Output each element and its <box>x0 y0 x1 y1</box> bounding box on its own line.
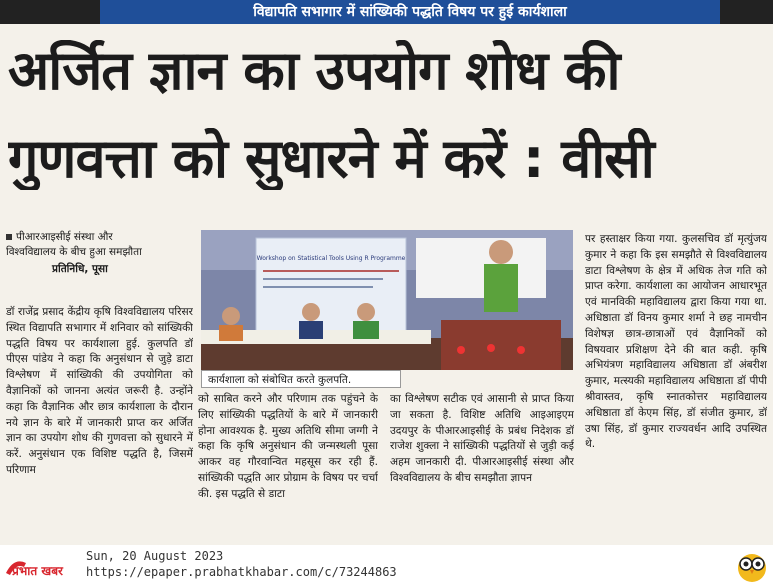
article-column-2 <box>198 392 378 545</box>
sidebar-line-1: पीआरआइसीई संस्था और <box>16 231 113 243</box>
logo-text: प्रभात खबर <box>12 564 63 578</box>
epaper-footer <box>0 545 773 586</box>
headline-line-2: गुणवत्ता को सुधारने में करें : वीसी <box>8 128 654 190</box>
epaper-link[interactable]: https://epaper.prabhatkhabar.com/c/73244863 <box>86 565 397 579</box>
column-3-text: का विश्लेषण सटीक एवं आसानी से प्राप्त किया जा सकता है. विशिष्ट अतिथि आइआइएम उदयपुर के पीआरआइसीई के प्रबंध निदेशक डॉ राजेश शुक्ला ने सांख्यिकी पद्धतियों से जुड़ी कई अहम जानकारी दी. पीआरआइसीई संस्था और विश्वविद्यालय के बीच समझौता ज्ञापन <box>390 393 574 484</box>
section-banner <box>0 0 773 24</box>
event-photo <box>201 230 573 370</box>
article-column-1 <box>6 305 193 545</box>
byline: प्रतिनिधि, पूसा <box>52 263 108 275</box>
sidebar-headline <box>6 230 191 260</box>
column-2-text: को साबित करने और परिणाम तक पहुंचने के लिए सांख्यिकी पद्धतियों के बारे में जानकारी होना आवश्यक है. मुख्य अतिथि सीमा जग्गी ने कहा कि कृषि अनुसंधान की जन्मस्थली पूसा आकर वह गौरवान्वित महसूस कर रही हैं. सांख्यिकी पद्धति आर प्रोग्राम के विषय पर चर्चा की. इस पद्धति से डाटा <box>198 393 378 500</box>
photo-caption: कार्यशाला को संबोधित करते कुलपति. <box>201 370 401 388</box>
publication-date: Sun, 20 August 2023 <box>86 549 224 563</box>
column-1-text: डॉ राजेंद्र प्रसाद केंद्रीय कृषि विश्वविद्यालय परिसर स्थित विद्यापति सभागार में शनिवार को सांख्यिकी पद्धति विषय पर कार्यशाला हुई. कुलपति डॉ पीएस पांडेय ने कहा कि अनुसंधान से जुड़े डाटा विश्लेषण में सांख्यिकी की उपयोगिता को वैज्ञानिकों को जानना अत्यंत जरूरी है. उन्होंने कहा कि वैज्ञानिक और छात्र कार्यशाला के दौरान नये ज्ञान के बारे में जानकारी प्राप्त कर अर्जित ज्ञान का उपयोग शोध की गुणवत्ता को सुधारने में करें. अनुसंधान एक विशिष्ट पद्धति है, जिसमें परिणाम <box>6 306 193 476</box>
photo-illustration <box>201 230 573 370</box>
headline-line-1: अर्जित ज्ञान का उपयोग शोध की <box>8 40 620 102</box>
prabhat-khabar-logo-icon <box>4 553 80 581</box>
bullet-square-icon <box>6 234 12 240</box>
sidebar-line-2: विश्वविद्यालय के बीच हुआ समझौता <box>6 246 142 258</box>
sidebar-box <box>6 230 191 302</box>
photo-banner-text: Workshop on Statistical Tools Using R Programme <box>256 255 406 262</box>
owl-mascot-icon <box>736 549 768 583</box>
article-column-4 <box>585 232 767 545</box>
article-column-3 <box>390 392 574 545</box>
banner-title: विद्यापति सभागार में सांख्यिकी पद्धति विषय पर हुई कार्यशाला <box>100 0 720 24</box>
column-4-text: पर हस्ताक्षर किया गया. कुलसचिव डॉ मृत्युंजय कुमार ने कहा कि इस समझौते से विश्वविद्यालय डाटा विश्लेषण के क्षेत्र में अधिक तेज गति को प्राप्त करेगा. कार्यशाला का आयोजन आधारभूत एवं मानविकी महाविद्यालय द्वारा किया गया था. अधिष्ठाता डॉ विनय कुमार शर्मा ने छह नामचीन विशेषज्ञ छात्र-छात्राओं एवं वैज्ञानिकों को विषयवार प्रशिक्षण देने की बात कही. कृषि अभियंत्रण महाविद्यालय अधिष्ठाता डॉ अंबरीश कुमार, मत्स्यकी महाविद्यालय अधिष्ठाता डॉ पीपी श्रीवास्तव, कृषि स्नातकोत्तर महाविद्यालय अधिष्ठाता डॉ केएम सिंह, डॉ संजीत कुमार, डॉ उषा सिंह, डॉ कुमार राज्यवर्धन आदि उपस्थित थे. <box>585 233 767 451</box>
